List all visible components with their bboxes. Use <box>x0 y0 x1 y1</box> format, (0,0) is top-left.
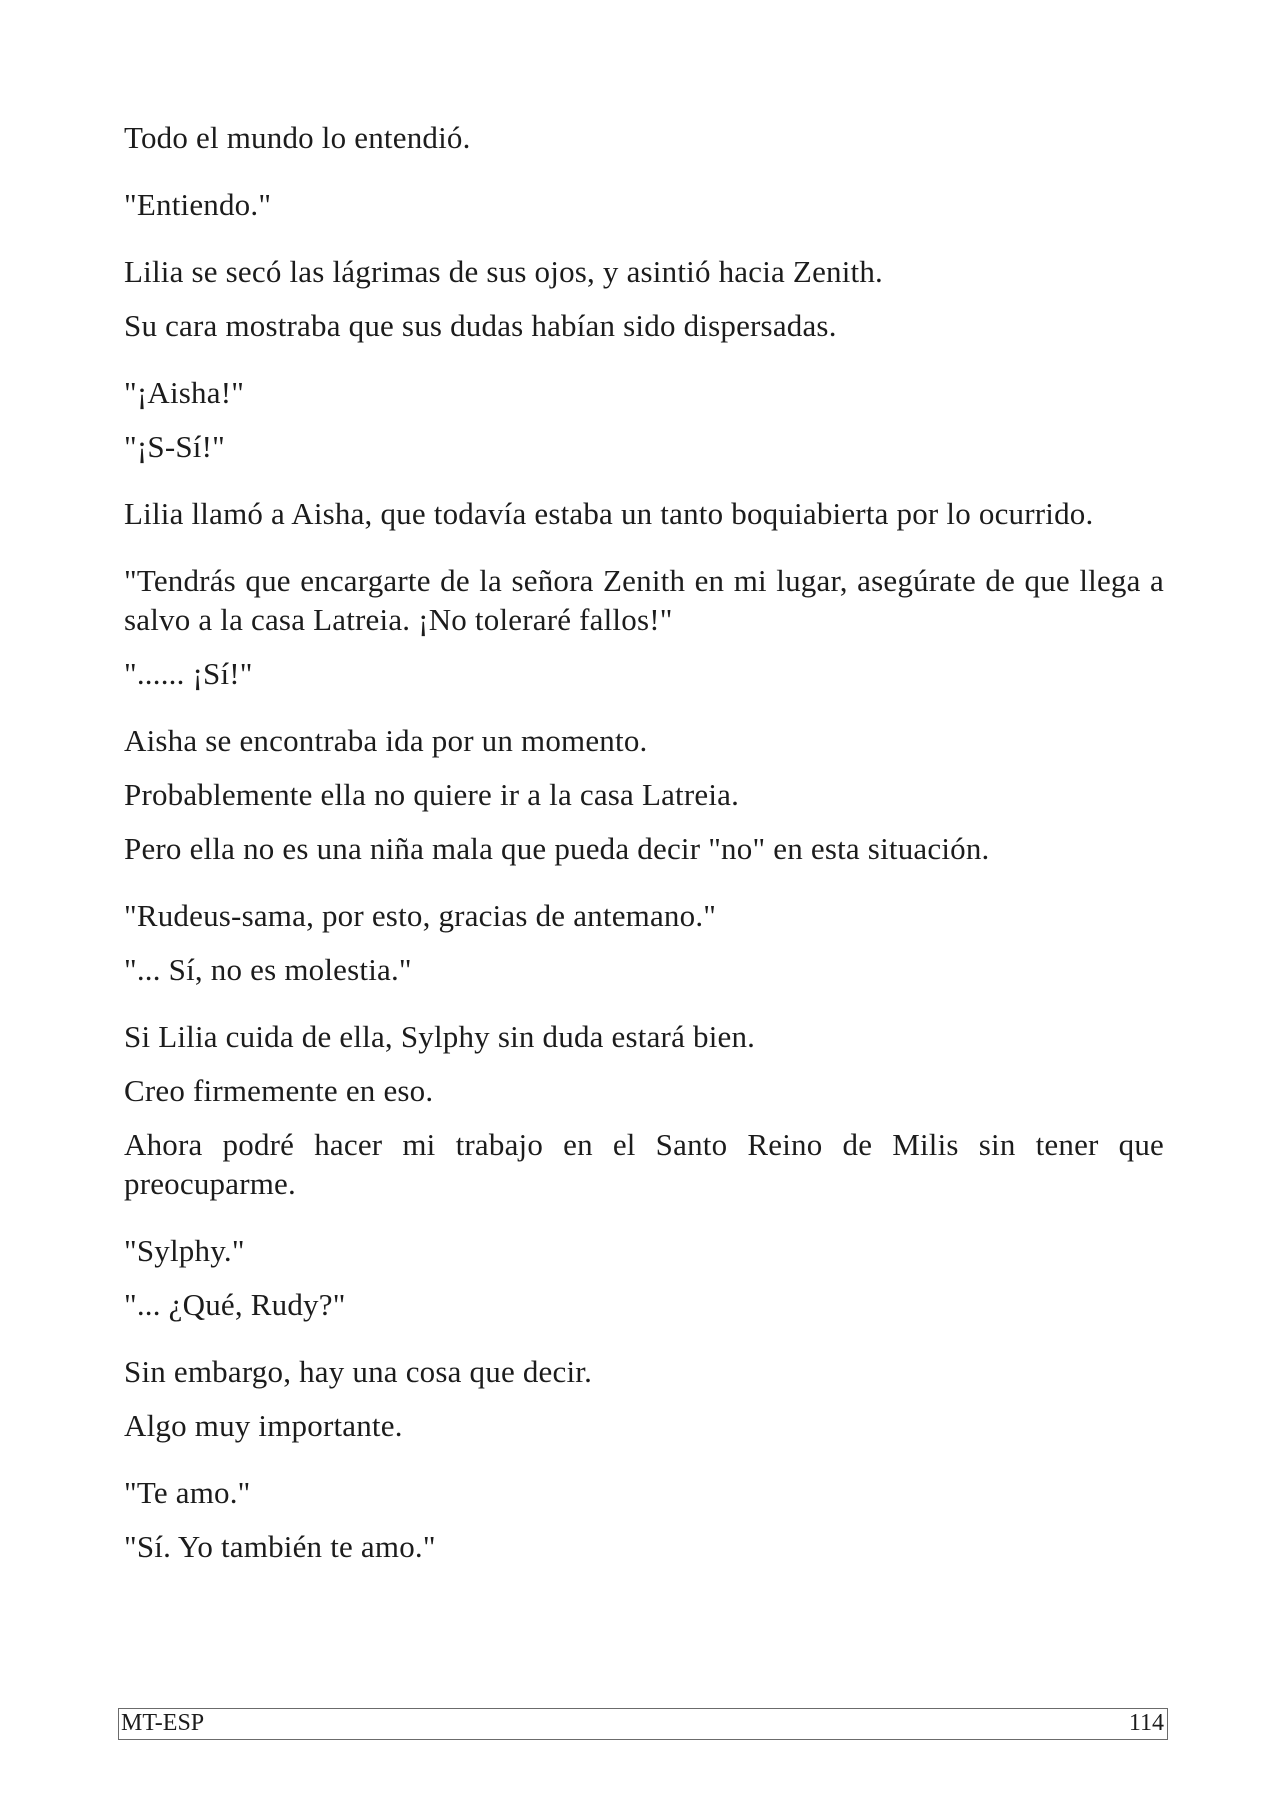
paragraph: Creo firmemente en eso. <box>124 1073 434 1108</box>
page-number: 114 <box>1128 1710 1164 1736</box>
footer-label: MT-ESP <box>121 1710 205 1736</box>
paragraph: Todo el mundo lo entendió. <box>124 120 471 155</box>
paragraph: "... Sí, no es molestia." <box>124 952 412 987</box>
paragraph: "¡Aisha!" <box>124 375 245 410</box>
paragraph: Lilia se secó las lágrimas de sus ojos, y asintió hacia Zenith. <box>124 254 884 289</box>
page-body <box>124 118 1164 1566</box>
paragraph: Sin embargo, hay una cosa que decir. <box>124 1354 593 1389</box>
paragraph: Pero ella no es una niña mala que pueda decir "no" en esta situación. <box>124 831 990 866</box>
paragraph: Ahora podré hacer mi trabajo en el Santo Reino de Milis sin tener que preocuparme. <box>124 1127 1164 1201</box>
paragraph: "Te amo." <box>124 1475 251 1510</box>
page-footer <box>118 1708 1168 1740</box>
paragraph: "Sylphy." <box>124 1233 245 1268</box>
paragraph: "Rudeus-sama, por esto, gracias de antemano." <box>124 898 717 933</box>
paragraph: "Tendrás que encargarte de la señora Zenith en mi lugar, asegúrate de que llega a salvo a la casa Latreia. ¡No toleraré fallos!" <box>124 563 1164 637</box>
paragraph: "... ¿Qué, Rudy?" <box>124 1287 346 1322</box>
paragraph: Probablemente ella no quiere ir a la casa Latreia. <box>124 777 740 812</box>
paragraph: Si Lilia cuida de ella, Sylphy sin duda estará bien. <box>124 1019 756 1054</box>
paragraph: "...... ¡Sí!" <box>124 656 253 691</box>
paragraph: "Entiendo." <box>124 187 272 222</box>
paragraph: Lilia llamó a Aisha, que todavía estaba un tanto boquiabierta por lo ocurrido. <box>124 496 1094 531</box>
paragraph: Aisha se encontraba ida por un momento. <box>124 723 648 758</box>
paragraph: "¡S-Sí!" <box>124 429 225 464</box>
paragraph: Algo muy importante. <box>124 1408 403 1443</box>
paragraph: Su cara mostraba que sus dudas habían sido dispersadas. <box>124 308 837 343</box>
paragraph: "Sí. Yo también te amo." <box>124 1529 436 1564</box>
